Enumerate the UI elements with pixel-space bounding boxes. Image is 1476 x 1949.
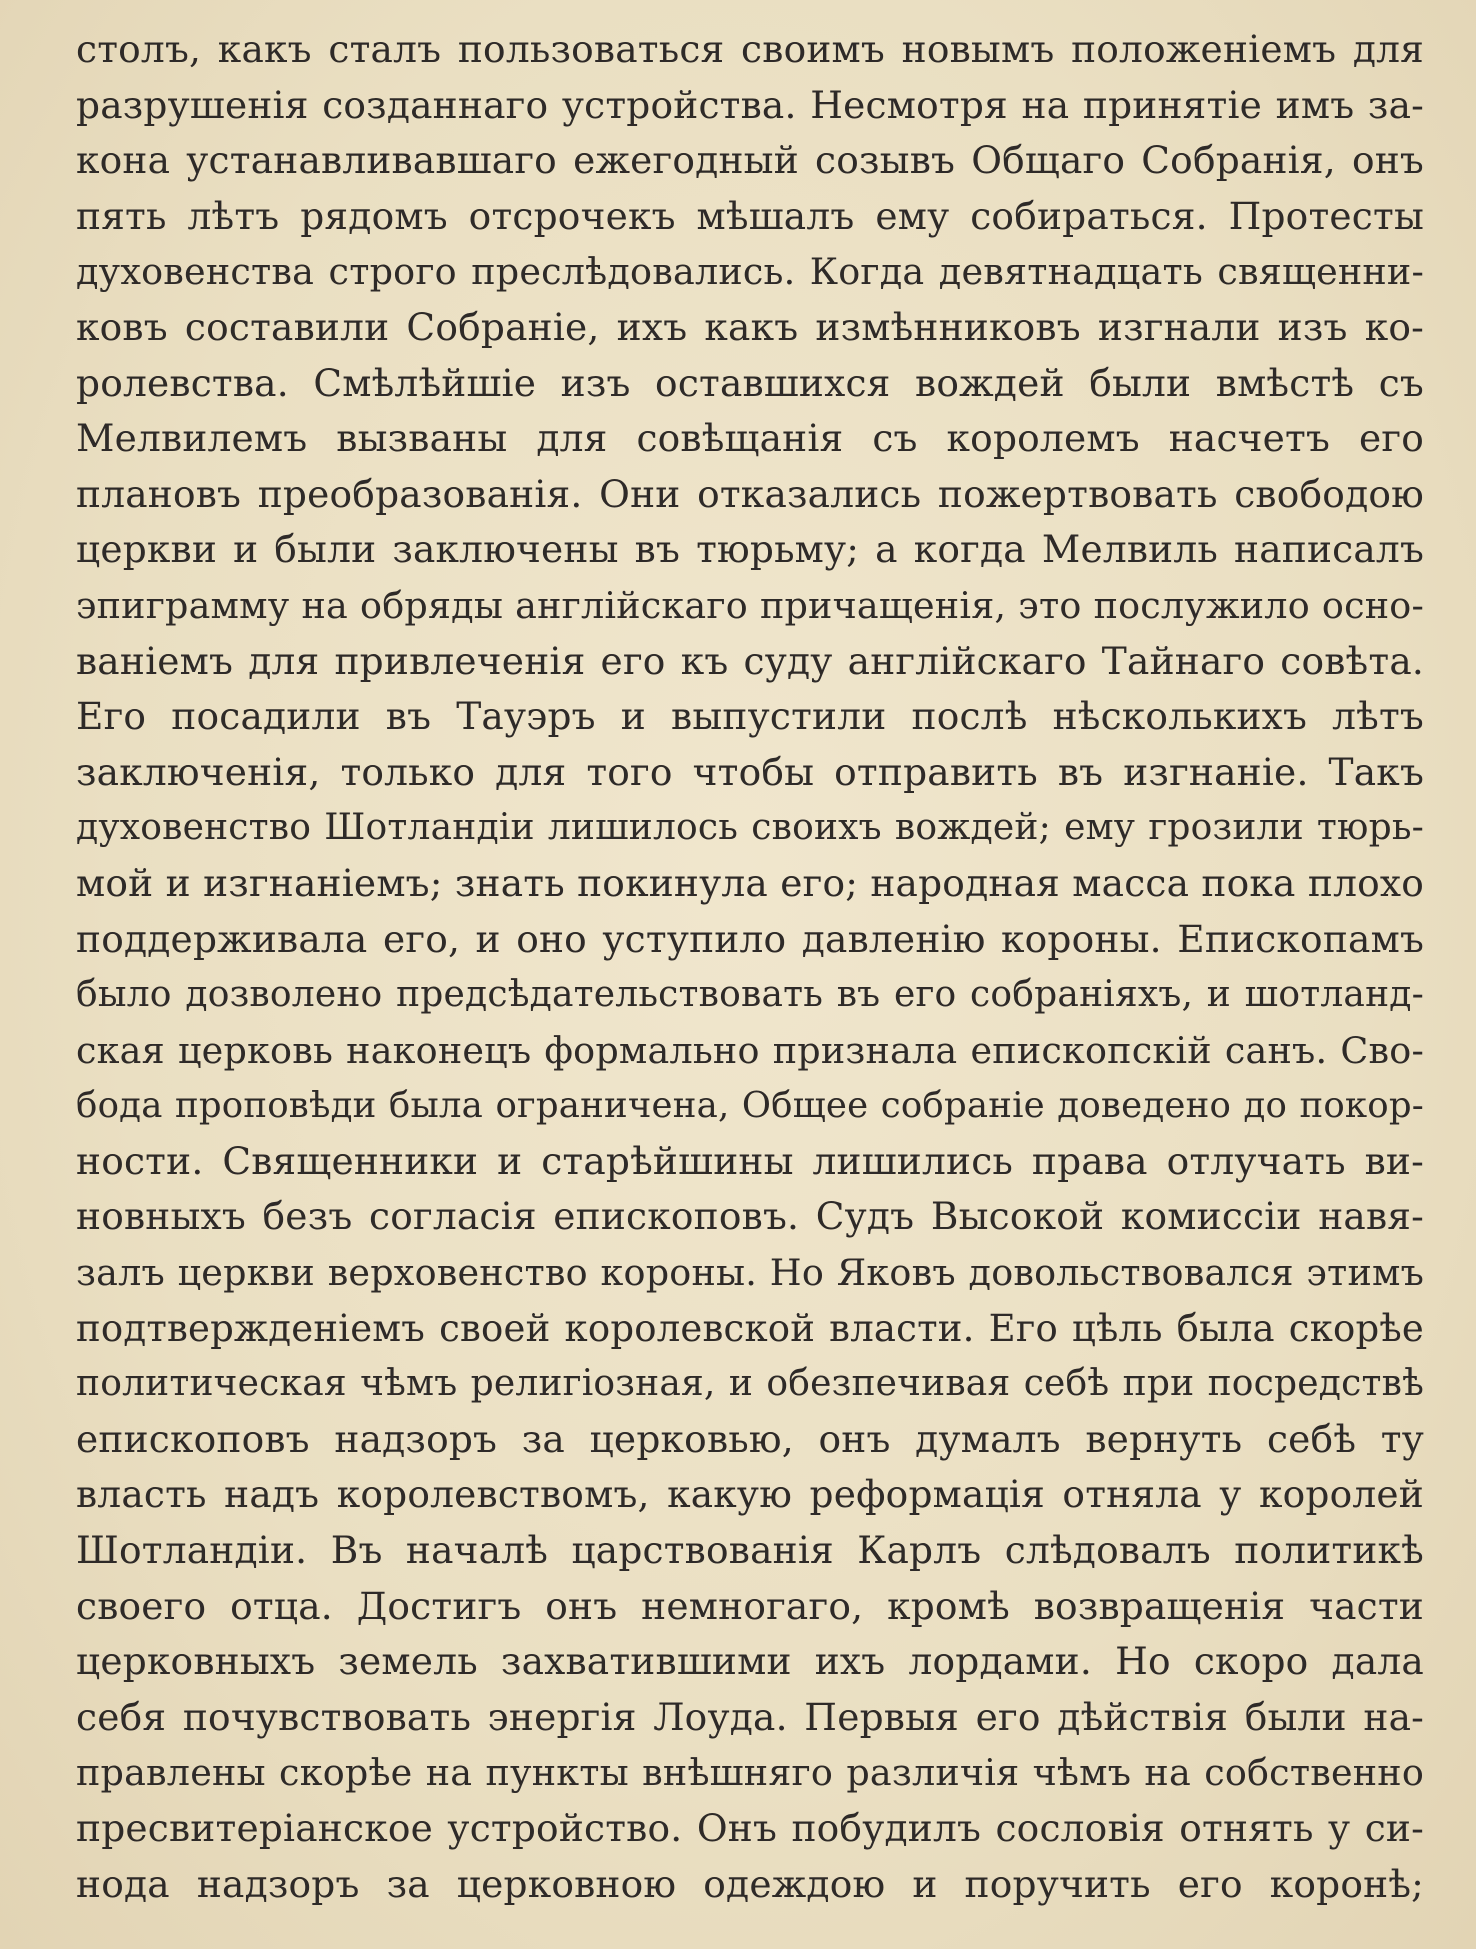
text-line: подтвержденіемъ своей королевской власти. Его цѣль была скорѣе <box>76 1306 1424 1350</box>
body-text <box>76 22 1424 1912</box>
text-line: пресвитеріанское устройство. Онъ побудилъ сословія отнять у си- <box>76 1806 1424 1850</box>
text-line: духовенства строго преслѣдовались. Когда девятнадцать священни- <box>76 250 1424 294</box>
text-line: политическая чѣмъ религіозная, и обезпечивая себѣ при посредствѣ <box>76 1363 1424 1405</box>
text-line: ская церковь наконецъ формально признала епископскій санъ. Сво- <box>76 1028 1424 1072</box>
text-line: Мелвилемъ вызваны для совѣщанія съ королемъ насчетъ его <box>76 416 1424 461</box>
text-line: ковъ составили Собраніе, ихъ какъ измѣнниковъ изгнали изъ ко- <box>76 304 1424 349</box>
text-line: духовенство Шотландіи лишилось своихъ вождей; ему грозили тюрь- <box>76 807 1424 849</box>
text-line: пять лѣтъ рядомъ отсрочекъ мѣшалъ ему собираться. Протесты <box>76 193 1424 238</box>
text-line: было дозволено предсѣдательствовать въ его собраніяхъ, и шотланд- <box>76 974 1424 1016</box>
text-line: поддерживала его, и оно уступило давленію короны. Епископамъ <box>76 916 1424 961</box>
text-line: мой и изгнаніемъ; знать покинула его; народная масса пока плохо <box>76 860 1424 905</box>
text-line: столъ, какъ сталъ пользоваться своимъ новымъ положеніемъ для <box>76 27 1424 71</box>
text-line: власть надъ королевствомъ, какую реформація отняла у королей <box>76 1472 1424 1517</box>
text-line: церкви и были заключены въ тюрьму; а когда Мелвиль написалъ <box>76 527 1424 572</box>
text-line: своего отца. Достигъ онъ немногаго, кромѣ возвращенія части <box>76 1583 1424 1628</box>
text-line: ваніемъ для привлеченія его къ суду англійскаго Тайнаго совѣта. <box>76 638 1424 683</box>
text-line: разрушенія созданнаго устройства. Несмотря на принятіе имъ за- <box>76 82 1424 127</box>
text-line: Шотландіи. Въ началѣ царствованія Карлъ слѣдовалъ политикѣ <box>76 1528 1424 1573</box>
text-line: себя почувствовать энергія Лоуда. Первыя его дѣйствія были на- <box>76 1694 1424 1739</box>
text-line: кона устанавливавшаго ежегодный созывъ Общаго Собранія, онъ <box>76 138 1424 183</box>
text-line: церковныхъ земель захватившими ихъ лордами. Но скоро дала <box>76 1639 1424 1684</box>
text-line: залъ церкви верховенство короны. Но Яковъ довольствовался этимъ <box>76 1251 1424 1295</box>
text-line: Его посадили въ Тауэръ и выпустили послѣ нѣсколькихъ лѣтъ <box>76 694 1424 739</box>
text-line: новныхъ безъ согласія епископовъ. Судъ Высокой комиссіи навя- <box>76 1194 1424 1239</box>
text-line: заключенія, только для того чтобы отправить въ изгнаніе. Такъ <box>76 749 1424 794</box>
text-line: бода проповѣди была ограничена, Общее собраніе доведено до покор- <box>76 1085 1424 1127</box>
text-line: епископовъ надзоръ за церковью, онъ думалъ вернуть себѣ ту <box>76 1416 1424 1461</box>
text-line: плановъ преобразованія. Они отказались пожертвовать свободою <box>76 471 1424 516</box>
text-line: эпиграмму на обряды англійскаго причащенія, это послужило осно- <box>76 583 1424 627</box>
text-line: нода надзоръ за церковною одеждою и поручить его коронѣ; <box>76 1861 1424 1906</box>
text-line: ролевства. Смѣлѣйшіе изъ оставшихся вождей были вмѣстѣ съ <box>76 360 1424 405</box>
text-line: правлены скорѣе на пункты внѣшняго различія чѣмъ на собственно <box>76 1751 1424 1795</box>
text-line: ности. Священники и старѣйшины лишились права отлучать ви- <box>76 1138 1424 1183</box>
